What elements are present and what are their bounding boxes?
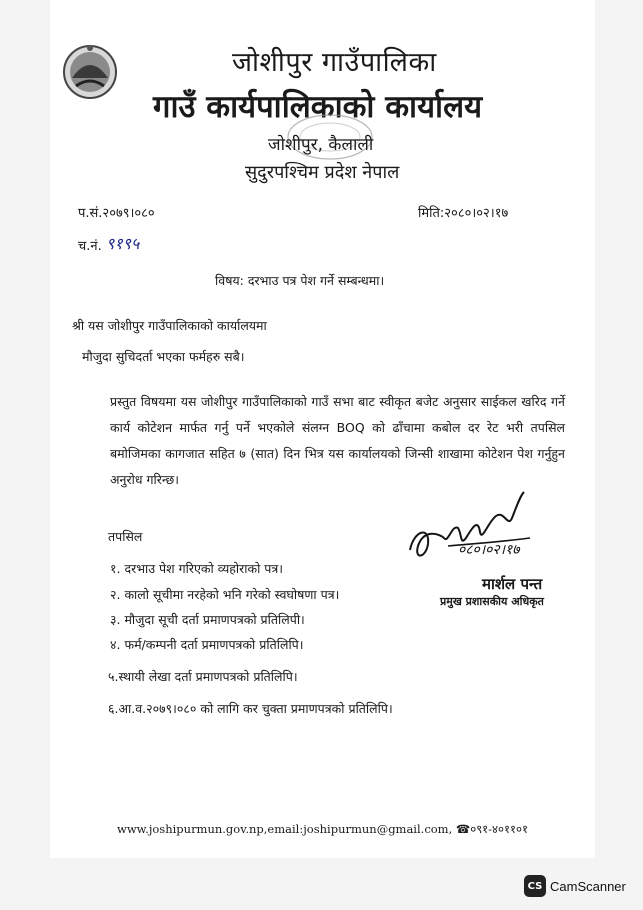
subject-line: विषय: दरभाउ पत्र पेश गर्ने सम्बन्धमा। xyxy=(215,273,385,288)
list-item: १. दरभाउ पेश गरिएको व्यहोराको पत्र। xyxy=(110,561,284,576)
signature-date: ०८०।०२।१७ xyxy=(458,542,520,558)
dispatch-label: च.नं. xyxy=(78,239,102,254)
nepal-emblem-icon xyxy=(62,42,118,102)
addressee-line: श्री यस जोशीपुर गाउँपालिकाको कार्यालयमा xyxy=(72,318,267,333)
footer-contact: www.joshipurmun.gov.np,email:joshipurmun@gmail.com, ☎०९१-४०११०१ xyxy=(117,822,528,836)
camscanner-logo-icon: CS xyxy=(524,875,546,897)
addressee-recipients: मौजुदा सुचिदर्ता भएका फर्महरु सबै। xyxy=(82,349,245,364)
camscanner-label: CamScanner xyxy=(550,879,626,894)
signature-icon xyxy=(400,488,550,573)
dispatch-number: ९१९५ xyxy=(106,234,140,253)
list-item: ४. फर्म/कम्पनी दर्ता प्रमाणपत्रको प्रतिलिपि। xyxy=(110,637,304,652)
province-name: सुदुरपश्चिम प्रदेश नेपाल xyxy=(245,162,400,183)
list-item: ३. मौजुदा सूची दर्ता प्रमाणपत्रको प्रतिलिपी। xyxy=(110,612,305,627)
list-item: ५.स्थायी लेखा दर्ता प्रमाणपत्रको प्रतिलिपि। xyxy=(108,669,298,684)
municipality-name: जोशीपुर गाउँपालिका xyxy=(232,47,437,78)
signatory-title: प्रमुख प्रशासकीय अधिकृत xyxy=(440,595,544,608)
tapasil-heading: तपसिल xyxy=(108,529,143,544)
letter-date: मिति:२०८०।०२।१७ xyxy=(418,206,509,221)
list-item: २. कालो सूचीमा नरहेको भनि गरेको स्वघोषणा पत्र। xyxy=(110,587,340,602)
list-item: ६.आ.व.२०७९।०८० को लागि कर चुक्ता प्रमाणपत्रको प्रतिलिपि। xyxy=(108,701,393,716)
office-location: जोशीपुर, कैलाली xyxy=(268,135,374,155)
reference-number: प.सं.२०७९।०८० xyxy=(78,206,155,221)
body-paragraph: प्रस्तुत विषयमा यस जोशीपुर गाउँपालिकाको गाउँ सभा बाट स्वीकृत बजेट अनुसार साईकल खरिद गर्ने कार्य कोटेशन मार्फत गर्नु पर्ने भएकोले संलग्न BOQ को ढाँचामा कबोल दर रेट भरी तपसिल बमोजिमका कागजात सहित ७ (सात) दिन भित्र यस कार्यालयको जिन्सी शाखामा कोटेशन पेश गर्नुहुन अनुरोध गरिन्छ। xyxy=(110,394,565,487)
office-name: गाउँ कार्यपालिकाको कार्यालय xyxy=(153,89,483,125)
signatory-name: मार्शल पन्त xyxy=(482,575,543,593)
